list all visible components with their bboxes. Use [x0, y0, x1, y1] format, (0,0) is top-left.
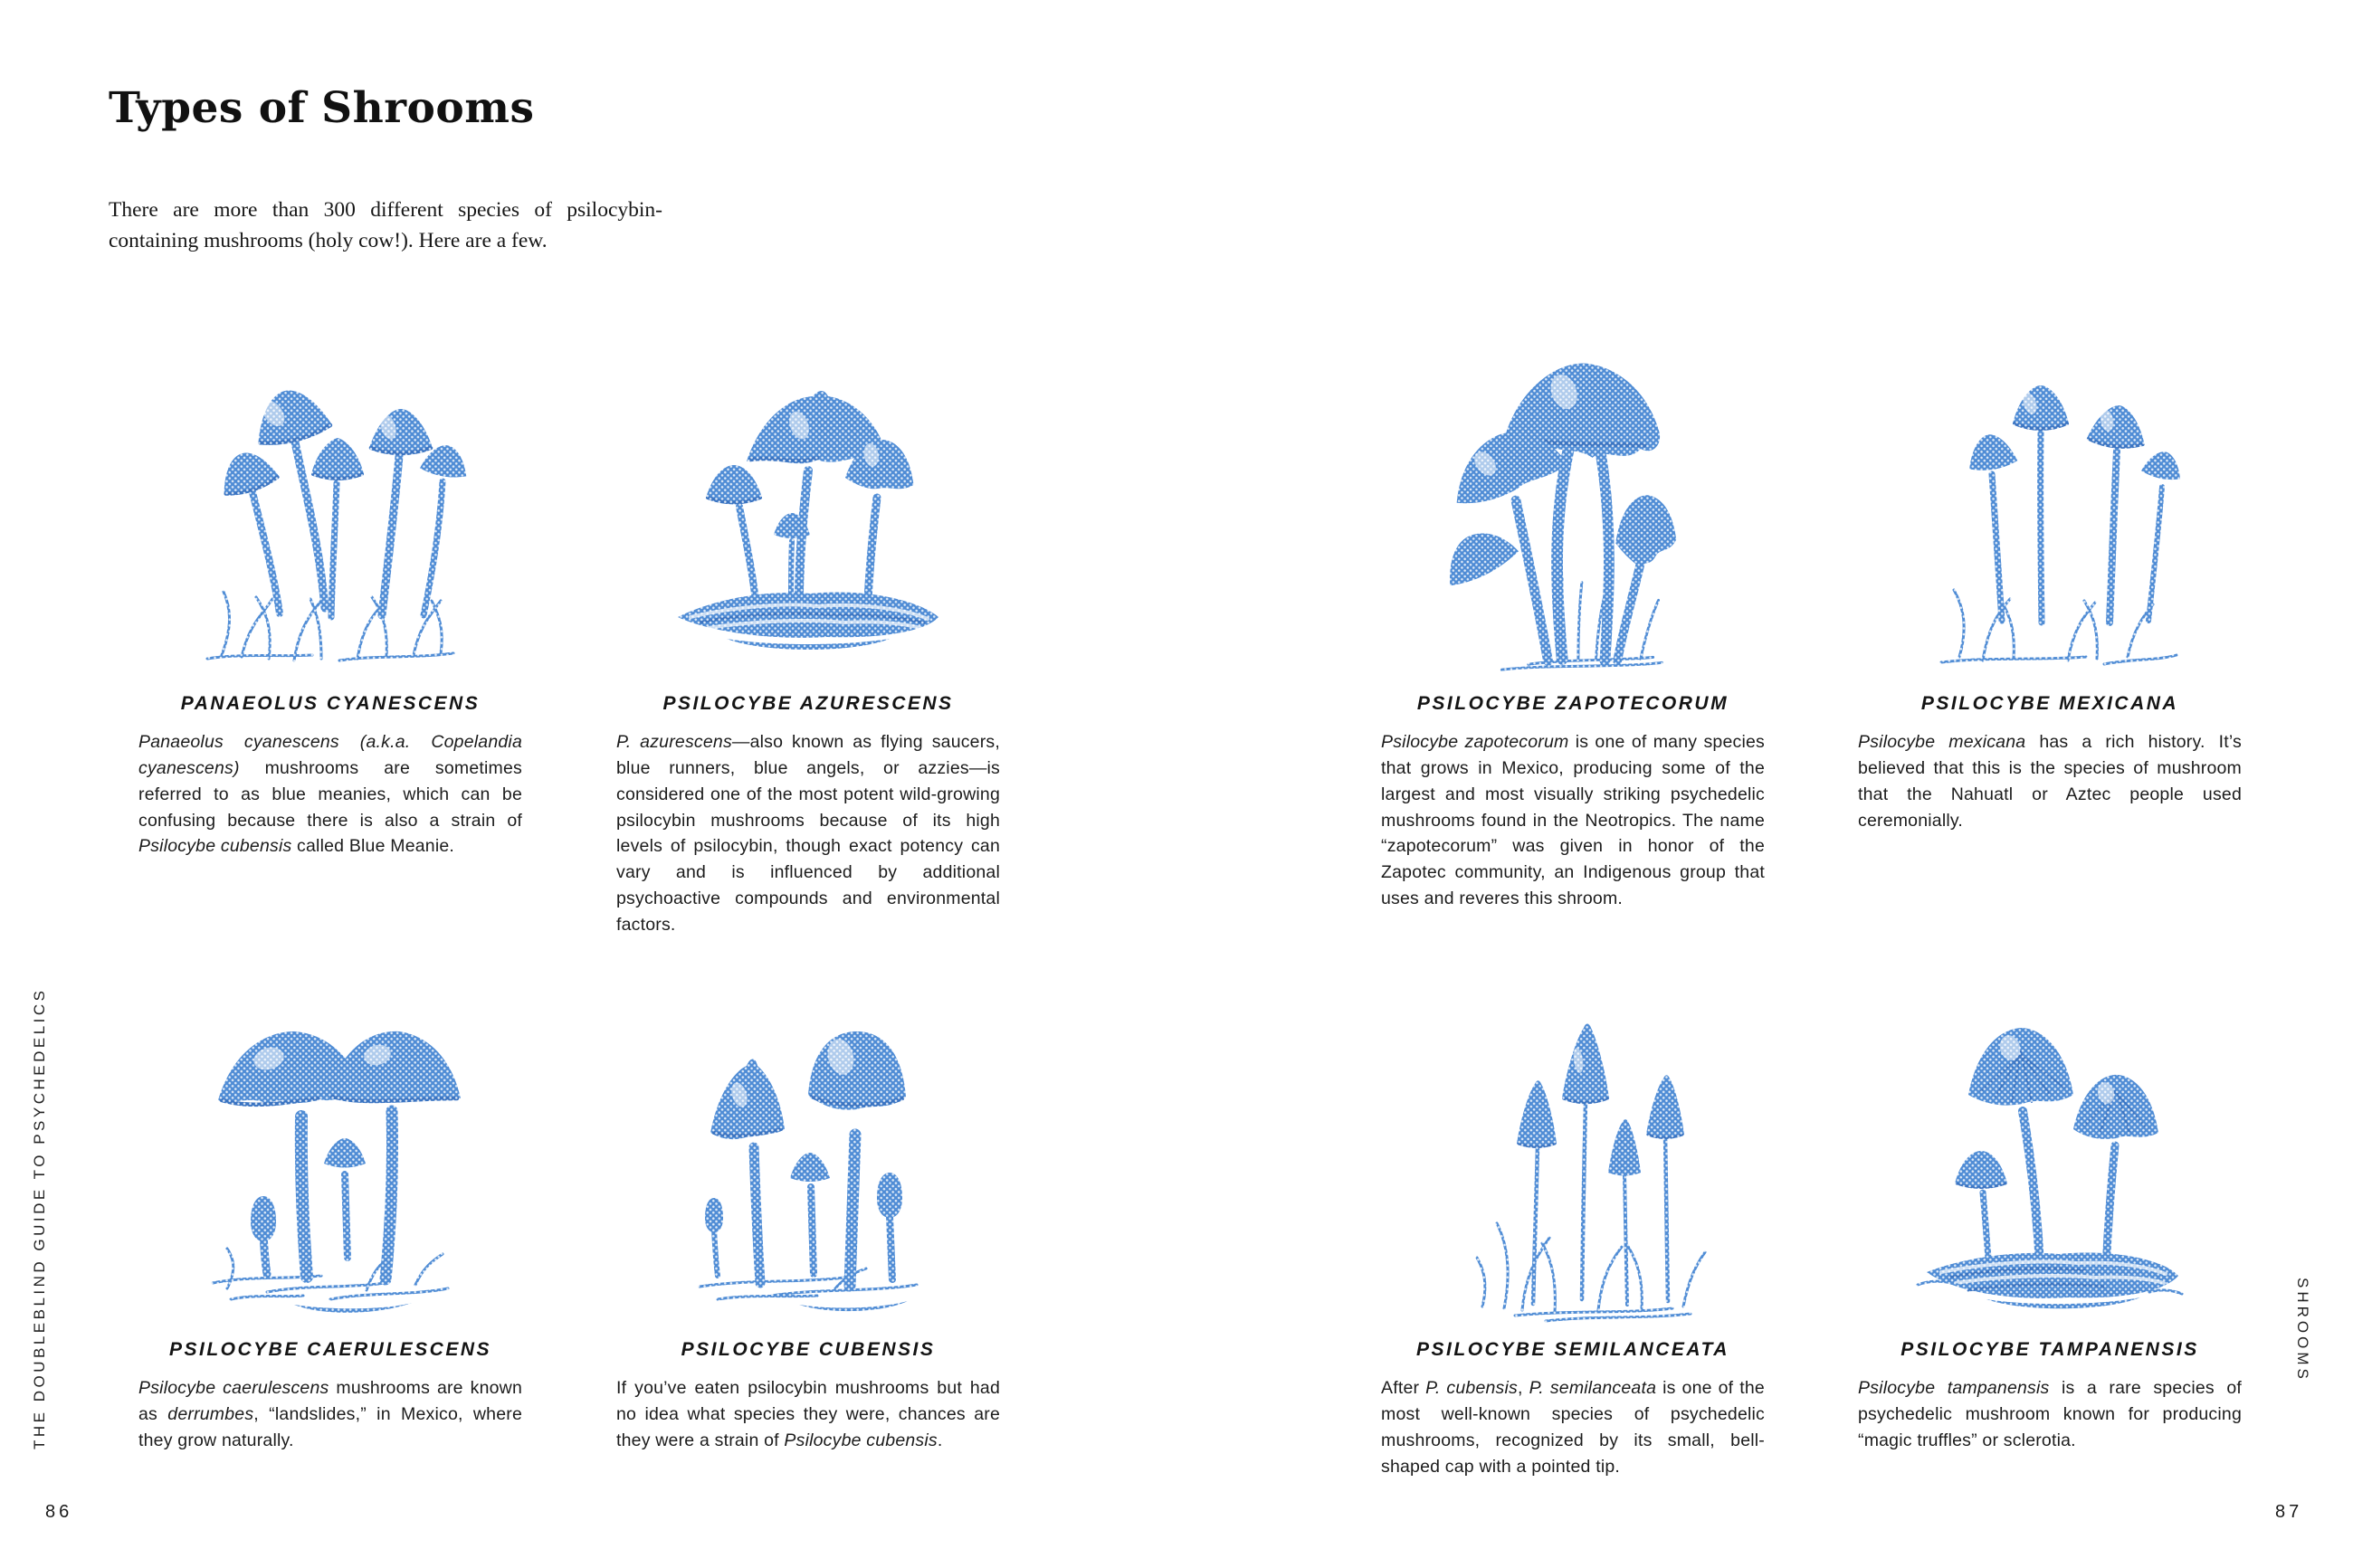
- species-name: PSILOCYBE AZURESCENS: [662, 693, 954, 714]
- species-description: After P. cubensis, P. semilanceata is one of the most well-known species of psychedelic mushrooms, recognized by its small, bell-shaped cap with a pointed tip.: [1381, 1378, 1765, 1477]
- species-description: P. azurescens—also known as flying saucers, blue runners, blue angels, or azzies—is considered one of the most potent wild-growing psilocybin mushrooms because of its high levels of psilocybin, though exact potency can vary and is influenced by additional psychoactive compounds and environmental factors.: [616, 732, 1000, 936]
- species-description: Psilocybe caerulescens mushrooms are known as derrumbes, “landslides,” in Mexico, where they grow naturally.: [138, 1378, 523, 1450]
- left-margin-running-title: THE DOUBLEBLIND GUIDE TO PSYCHEDELICS: [31, 987, 48, 1449]
- species-entry: [1381, 333, 1765, 912]
- illustration-psilocybe-mexicana: [1858, 333, 2242, 680]
- page-title: Types of Shrooms: [109, 83, 535, 133]
- species-entry: [138, 333, 522, 860]
- illustration-psilocybe-semilanceata: [1381, 979, 1765, 1326]
- species-description: Psilocybe tampanensis is a rare species of psychedelic mushroom known for producing “magic truffles” or sclerotia.: [1858, 1378, 2242, 1450]
- illustration-psilocybe-zapotecorum: [1381, 333, 1765, 680]
- species-entry: [616, 979, 1000, 1454]
- species-name: PSILOCYBE CUBENSIS: [681, 1339, 936, 1360]
- page-number-left: 86: [45, 1502, 73, 1522]
- species-description: Psilocybe zapotecorum is one of many species that grows in Mexico, producing some of the largest and most visually striking psychedelic mushrooms found in the Neotropics. The name “zapotecorum” was given in honor of the Zapotec community, an Indigenous group that uses and reveres this shroom.: [1381, 732, 1765, 909]
- species-entry: [1381, 979, 1765, 1479]
- illustration-psilocybe-caerulescens: [138, 979, 522, 1326]
- species-entry: [1858, 333, 2242, 833]
- species-description: Psilocybe mexicana has a rich history. It’s believed that this is the species of mushroom that the Nahuatl or Aztec people used ceremonially.: [1858, 732, 2242, 831]
- illustration-psilocybe-tampanensis: [1858, 979, 2242, 1326]
- species-name: PANAEOLUS CYANESCENS: [180, 693, 481, 714]
- species-entry: [1858, 979, 2242, 1454]
- species-description: If you’ve eaten psilocybin mushrooms but had no idea what species they were, chances are they were a strain of Psilocybe cubensis.: [616, 1378, 1000, 1450]
- species-name: PSILOCYBE CAERULESCENS: [168, 1339, 492, 1360]
- species-description: Panaeolus cyanescens (a.k.a. Copelandia cyanescens) mushrooms are sometimes referred to as blue meanies, which can be confusing because there is also a strain of Psilocybe cubensis called Blue Meanie.: [138, 732, 522, 857]
- species-name: PSILOCYBE TAMPANENSIS: [1900, 1339, 2199, 1360]
- illustration-panaeolus-cyanescens: [138, 333, 522, 680]
- species-name: PSILOCYBE MEXICANA: [1920, 693, 2179, 714]
- right-margin-chapter-label: SHROOMS: [2294, 1278, 2311, 1383]
- page-number-right: 87: [2275, 1502, 2303, 1522]
- intro-paragraph: There are more than 300 different species of psilocybin-containing mushrooms (holy cow!). Here are a few.: [109, 198, 662, 252]
- species-name: PSILOCYBE SEMILANCEATA: [1416, 1339, 1729, 1360]
- species-name: PSILOCYBE ZAPOTECORUM: [1416, 693, 1729, 714]
- illustration-psilocybe-cubensis: [616, 979, 1000, 1326]
- species-entry: [616, 333, 1000, 938]
- species-entry: [138, 979, 522, 1454]
- illustration-psilocybe-azurescens: [616, 333, 1000, 680]
